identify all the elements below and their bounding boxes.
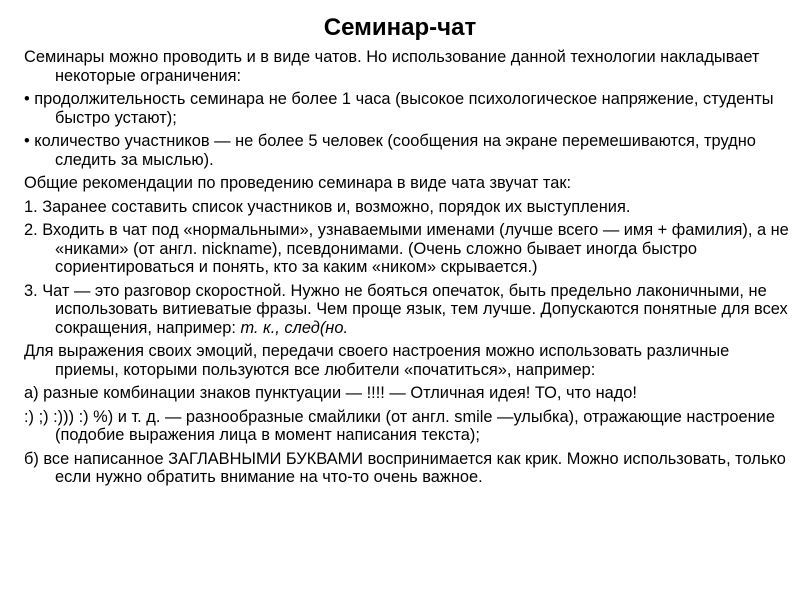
slide-body <box>24 48 794 492</box>
slide-title: Семинар-чат <box>323 14 477 41</box>
paragraph-intro: Семинары можно проводить и в виде чатов. Но использование данной технологии накладывает некоторые ограничения: <box>24 48 760 85</box>
paragraph-recommendations: Общие рекомендации по проведению семинара в виде чата звучат так: <box>24 174 572 192</box>
list-item-2: 2. Входить в чат под «нормальными», узнаваемыми именами (лучше всего — имя + фамилия), а не «никами» (от англ. nickname), псевдонимами. (Очень сложно бывает иногда быстро сориентироваться и понять, кто за каким «ником» скрывается.) <box>24 221 789 276</box>
list-item-3 <box>24 282 794 338</box>
list-item-3-example: т. к., след(но. <box>240 318 348 337</box>
bullet-participants: • количество участников — не более 5 человек (сообщения на экране перемешиваются, трудно следить за мыслью). <box>24 132 756 169</box>
list-item-a: а) разные комбинации знаков пунктуации — !!!! — Отличная идея! ТО, что надо! <box>24 384 637 402</box>
list-item-b: б) все написанное ЗАГЛАВНЫМИ БУКВАМИ воспринимается как крик. Можно использовать, только если нужно обратить внимание на что-то очень важное. <box>24 449 786 486</box>
bullet-duration: • продолжительность семинара не более 1 часа (высокое психологическое напряжение, студенты быстро устают); <box>24 90 774 127</box>
paragraph-emotions: Для выражения своих эмоций, передачи своего настроения можно использовать различные приемы, которыми пользуются все любители «початиться», например: <box>24 342 730 379</box>
list-item-1: 1. Заранее составить список участников и, возможно, порядок их выступления. <box>24 197 631 216</box>
list-item-3-text: 3. Чат — это разговор скоростной. Нужно не бояться опечаток, быть предельно лаконичными, не использовать витиеватые фразы. Чем проще язык, тем лучше. Допускаются понятные для всех сокращения, например: <box>24 281 788 337</box>
list-item-smileys: :) ;) :))) :) %) и т. д. — разнообразные смайлики (от англ. smile —улыбка), отражающие настроение (подобие выражения лица в момент написания текста); <box>24 407 775 444</box>
